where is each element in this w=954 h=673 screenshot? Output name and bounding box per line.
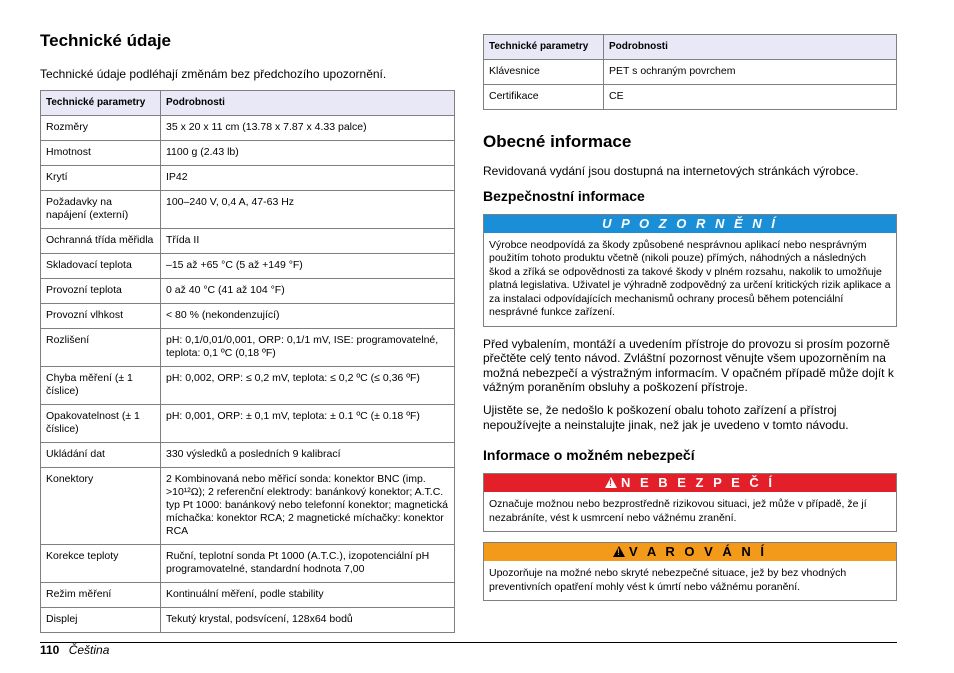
section-title-safety: Bezpečnostní informace	[483, 187, 645, 204]
page-footer	[40, 643, 109, 657]
parameter-cell: Ukládání dat	[41, 443, 161, 468]
parameter-cell: Rozlišení	[41, 329, 161, 367]
parameter-cell: Požadavky na napájení (externí)	[41, 191, 161, 229]
spec-table-body	[484, 60, 897, 110]
spec-table	[40, 90, 455, 633]
parameter-cell: Skladovací teplota	[41, 254, 161, 279]
table-header-row	[41, 91, 455, 116]
table-row	[484, 60, 897, 85]
detail-cell: 0 až 40 °C (41 až 104 °F)	[161, 279, 455, 304]
detail-cell: Kontinuální měření, podle stability	[161, 583, 455, 608]
spec-table-body	[41, 116, 455, 633]
notice-text: Výrobce neodpovídá za škody způsobené nesprávnou aplikací nebo nesprávným použitím tohoto produktu včetně (nikoli pouze) přímých, náhodných a následných škod a zříká se odpovědnosti za takové škody v plném rozsahu, nakolik to umožňuje platná legislativa. Uživatel je výhradně zodpovědný za určení kritických rizik aplikace a za instalaci odpovídajících mechanismů ochrany procesů během potenciální nesprávné funkce zařízení.	[489, 238, 891, 319]
detail-cell: 2 Kombinovaná nebo měřicí sonda: konektor BNC (imp. >10¹²Ω); 2 referenční elektrody: banánkový konektor; A.T.C. typ Pt 1000: banánkový nebo telefonní konektor; magnetická míchačka: konektor RCA; 2 magnetické míchačky: konektor RCA	[161, 468, 455, 545]
detail-cell: pH: 0,002, ORP: ≤ 0,2 mV, teplota: ≤ 0,2 ºC (≤ 0,36 ºF)	[161, 367, 455, 405]
table-row	[41, 141, 455, 166]
detail-cell: PET s ochraným povrchem	[604, 60, 897, 85]
section-title-hazard: Informace o možném nebezpečí	[483, 447, 695, 464]
parameter-cell: Rozměry	[41, 116, 161, 141]
table-row	[41, 191, 455, 229]
page-number: 110	[40, 643, 60, 657]
detail-cell: Třída II	[161, 229, 455, 254]
warning-triangle-icon	[613, 546, 625, 557]
column-header: Podrobnosti	[161, 91, 455, 116]
general-text: Revidovaná vydání jsou dostupná na internetových stránkách výrobce.	[483, 164, 859, 178]
danger-box	[483, 473, 897, 532]
detail-cell: IP42	[161, 166, 455, 191]
column-header: Podrobnosti	[604, 35, 897, 60]
detail-cell: pH: 0,001, ORP: ± 0,1 mV, teplota: ± 0.1 ºC (± 0.18 ºF)	[161, 405, 455, 443]
danger-bar	[484, 474, 896, 492]
footer-language: Čeština	[68, 643, 110, 657]
detail-cell: 330 výsledků a posledních 9 kalibrací	[161, 443, 455, 468]
detail-cell: Tekutý krystal, podsvícení, 128x64 bodů	[161, 608, 455, 633]
parameter-cell: Provozní teplota	[41, 279, 161, 304]
parameter-cell: Displej	[41, 608, 161, 633]
parameter-cell: Ochranná třída měřidla	[41, 229, 161, 254]
right-column	[483, 34, 897, 611]
detail-cell: pH: 0,1/0,01/0,001, ORP: 0,1/1 mV, ISE: programovatelné, teplota: 0,1 ºC (0,18 ºF)	[161, 329, 455, 367]
table-row	[41, 545, 455, 583]
parameter-cell: Režim měření	[41, 583, 161, 608]
notice-box	[483, 214, 897, 327]
parameter-cell: Certifikace	[484, 85, 604, 110]
table-row	[41, 254, 455, 279]
detail-cell: CE	[604, 85, 897, 110]
safety-paragraph-1: Před vybalením, montáží a uvedením přístroje do provozu si prosím pozorně přečtěte celý tento návod. Zvláštní pozornost věnujte všem upozorněním na možná nebezpečí a výstražným informacím. V opačném případě může dojít k vážným poraněním obsluhy a poškození přístroje.	[483, 336, 894, 395]
footer-divider	[40, 642, 897, 643]
detail-cell: –15 až +65 °C (5 až +149 °F)	[161, 254, 455, 279]
warning-label: V A R O V Á N Í	[629, 544, 767, 560]
table-row	[41, 116, 455, 141]
parameter-cell: Opakovatelnost (± 1 číslice)	[41, 405, 161, 443]
table-row	[41, 304, 455, 329]
detail-cell: 1100 g (2.43 lb)	[161, 141, 455, 166]
parameter-cell: Krytí	[41, 166, 161, 191]
warning-triangle-icon	[605, 477, 617, 488]
table-row	[41, 367, 455, 405]
left-column	[40, 30, 455, 633]
table-row	[41, 443, 455, 468]
parameter-cell: Klávesnice	[484, 60, 604, 85]
parameter-cell: Korekce teploty	[41, 545, 161, 583]
column-header: Technické parametry	[41, 91, 161, 116]
parameter-cell: Provozní vlhkost	[41, 304, 161, 329]
detail-cell: 100–240 V, 0,4 A, 47-63 Hz	[161, 191, 455, 229]
detail-cell: 35 x 20 x 11 cm (13.78 x 7.87 x 4.33 palce)	[161, 116, 455, 141]
table-row	[41, 229, 455, 254]
table-row	[41, 329, 455, 367]
warning-bar	[484, 543, 896, 561]
table-row	[41, 279, 455, 304]
table-row	[41, 583, 455, 608]
danger-label: N E B E Z P E Č Í	[620, 475, 776, 491]
page-title: Technické údaje	[40, 31, 172, 50]
table-row	[41, 608, 455, 633]
warning-box	[483, 542, 897, 601]
detail-cell: < 80 % (nekondenzující)	[161, 304, 455, 329]
spec-table-continued	[483, 34, 897, 110]
warning-text: Upozorňuje na možné nebo skryté nebezpečné situace, jež by bez vhodných preventivních opatření mohly vést k úmrtí nebo vážnému poranění.	[489, 567, 847, 593]
intro-text: Technické údaje podléhají změnám bez předchozího upozornění.	[40, 67, 387, 81]
parameter-cell: Hmotnost	[41, 141, 161, 166]
parameter-cell: Chyba měření (± 1 číslice)	[41, 367, 161, 405]
notice-label: U P O Z O R N Ě N Í	[484, 215, 896, 233]
table-row	[41, 166, 455, 191]
danger-text: Označuje možnou nebo bezprostředně rizikovou situaci, jež může v případě, že jí nezabráníte, vést k usmrcení nebo vážnému zranění.	[489, 498, 867, 524]
table-header-row	[484, 35, 897, 60]
safety-paragraph-2: Ujistěte se, že nedošlo k poškození obalu tohoto zařízení a přístroj nepoužívejte a neinstalujte jinak, než jak je uvedeno v tomto návodu.	[483, 402, 849, 432]
table-row	[41, 468, 455, 545]
section-title-general: Obecné informace	[483, 132, 632, 151]
table-row	[41, 405, 455, 443]
parameter-cell: Konektory	[41, 468, 161, 545]
column-header: Technické parametry	[484, 35, 604, 60]
detail-cell: Ruční, teplotní sonda Pt 1000 (A.T.C.), izopotenciální pH programovatelné, standardní hodnota 7,00	[161, 545, 455, 583]
table-row	[484, 85, 897, 110]
